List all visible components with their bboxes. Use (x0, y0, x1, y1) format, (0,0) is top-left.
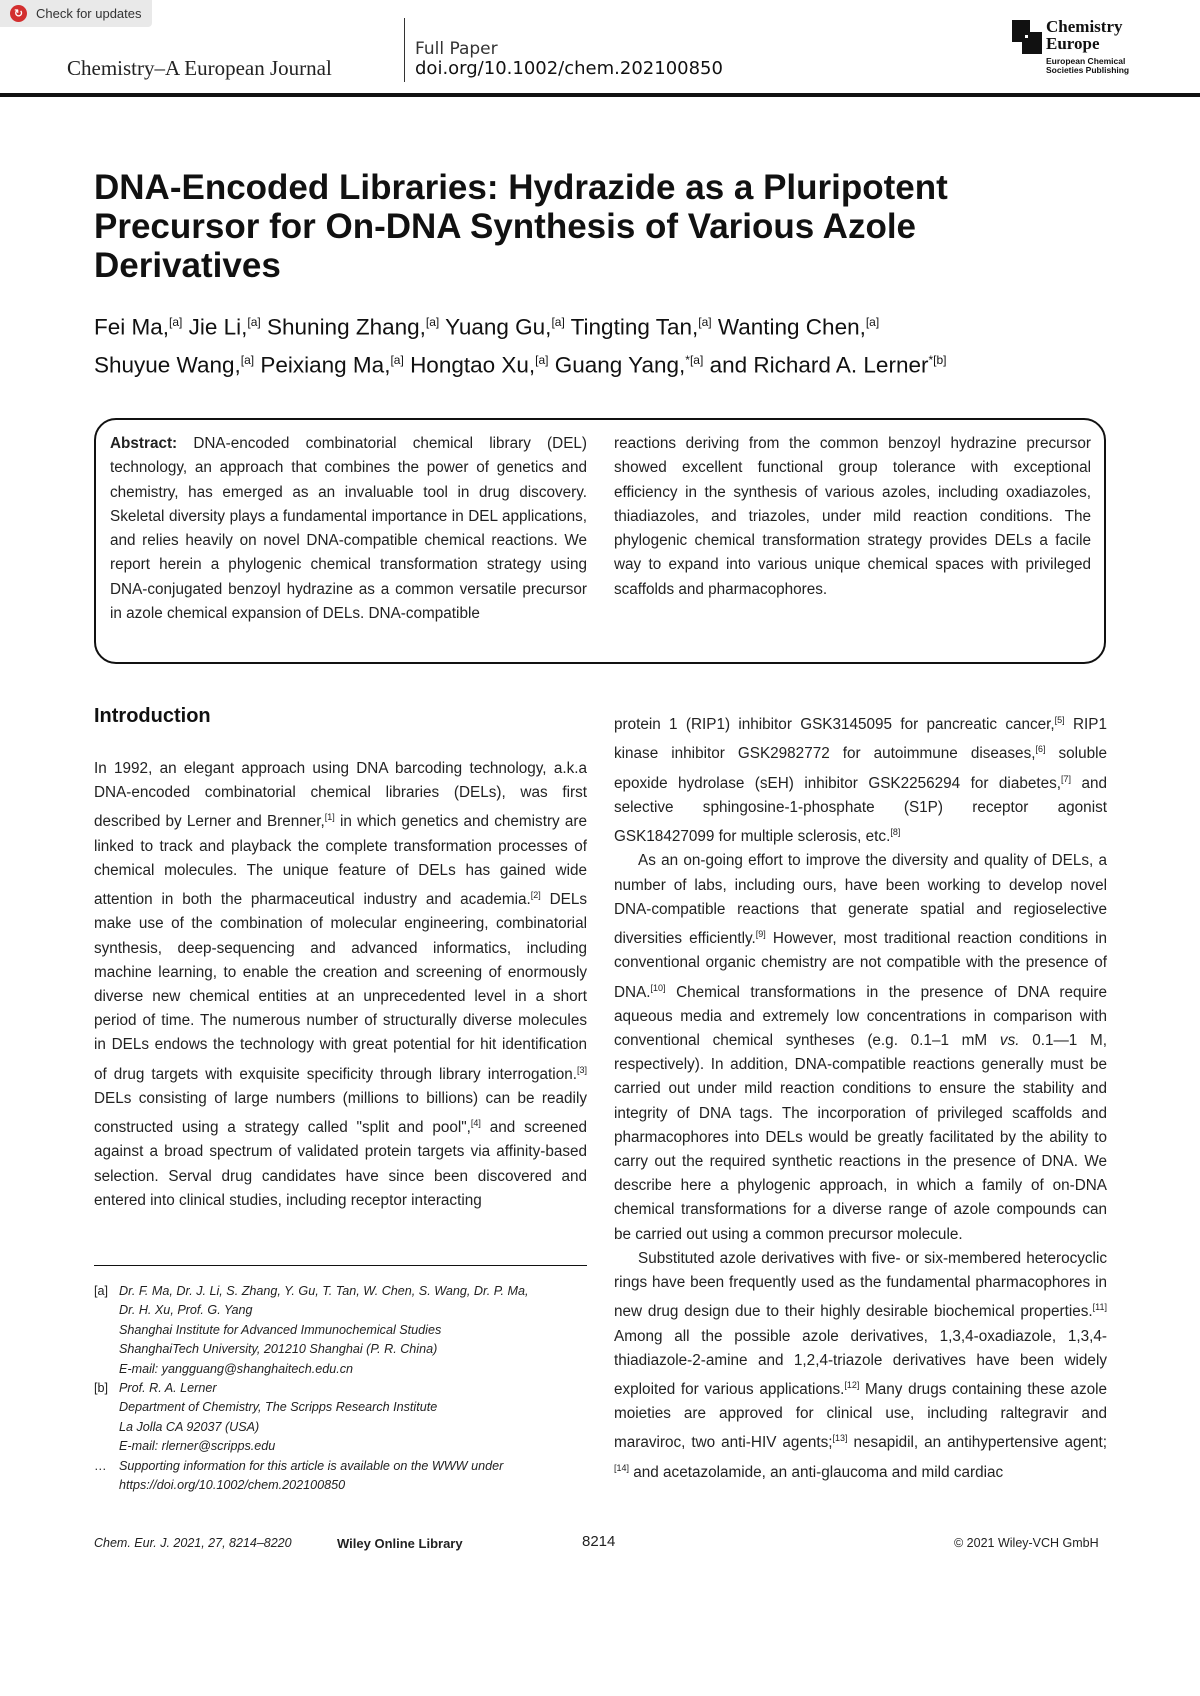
abstract-text-left: DNA-encoded combinatorial chemical library (DEL) technology, an approach that combines the power of genetics and chemistry, has emerged as an invaluable tool in drug discovery. Skeletal diversity plays a fundamental importance in DEL applications, and relies heavily on novel DNA-compatible chemical reactions. We report herein a phylogenic chemical transformation strategy using DNA-conjugated benzoyl hydrazine as a common versatile precursor in azole chemical expansion of DELs. DNA-compatible (110, 435, 588, 623)
author: and Richard A. Lerner (709, 352, 929, 377)
author-affiliation: [a] (169, 315, 183, 329)
author: Fei Ma, (94, 314, 170, 340)
citation-ref[interactable]: [6] (1035, 744, 1046, 755)
author: Peixiang Ma, (260, 352, 391, 377)
affiliation-label: [a] (94, 1284, 109, 1298)
page-number: 8214 (582, 1533, 616, 1550)
citation-ref[interactable]: [11] (1092, 1302, 1107, 1313)
author-affiliation: [a] (425, 315, 440, 329)
author-affiliation: [a] (247, 315, 261, 329)
author: Hongtao Xu, (410, 352, 536, 377)
author-list (94, 306, 1114, 381)
doi-link[interactable]: doi.org/10.1002/chem.202100850 (415, 58, 723, 79)
author: Yuang Gu, (445, 314, 552, 340)
abstract-left-column (110, 432, 587, 626)
footnote-rule (94, 1265, 587, 1266)
citation-ref[interactable]: [10] (650, 982, 666, 993)
author-affiliation: [a] (535, 352, 549, 367)
section-heading-introduction: Introduction (94, 705, 211, 727)
citation-ref[interactable]: [8] (890, 827, 901, 838)
header-divider (404, 18, 405, 82)
citation-ref[interactable]: [12] (844, 1379, 860, 1390)
footer-library-link[interactable]: Wiley Online Library (337, 1536, 463, 1551)
article-title: DNA-Encoded Libraries: Hydrazide as a Pluripotent Precursor for On-DNA Synthesis of Various Azole Derivatives (94, 168, 948, 285)
author-affiliation: [a] (551, 315, 565, 329)
paper-type: Full Paper (415, 39, 498, 59)
paragraph: Substituted azole derivatives with five- or six-membered heterocyclic rings have been frequently used as the fundamental pharmacophores in new drug design due to their highly desirable biochemical properties.[11] Among all the possible azole derivatives, 1,3,4-oxadiazole, 1,3,4-thiadiazole-2-amine and 1,2,4-triazole derivatives have been widely exploited for various applications.[12] Many drugs containing these azole moieties are approved for clinical use, including raltegravir and maraviroc, two anti-HIV agents;[13] nesapidil, an antihypertensive agent;[14] and acetazolamide, an anti-glaucoma and mild cardiac (614, 1249, 1108, 1481)
email-link[interactable]: E-mail: rlerner@scripps.edu (119, 1439, 276, 1454)
supporting-info-note: … Supporting information for this article is available on the WWW under https://doi.org/10.1002/chem.202100850 (94, 1458, 504, 1493)
email-link[interactable]: E-mail: yangguang@shanghaitech.edu.cn (119, 1361, 354, 1376)
supporting-info-icon: … (94, 1458, 107, 1473)
publisher-logo (1012, 18, 1137, 80)
citation-ref[interactable]: [7] (1061, 773, 1072, 784)
update-icon: ↻ (10, 5, 27, 22)
affiliation-a: [a] Dr. F. Ma, Dr. J. Li, S. Zhang, Y. Gu, T. Tan, W. Chen, S. Wang, Dr. P. Ma, Dr. H. Xu, Prof. G. Yang Shanghai Institute for Advanced Immunochemical Studies ShanghaiTech University, 201210 Shanghai (P. R. China) E-mail: yangguang@shanghaitech.edu.cn (94, 1284, 529, 1376)
affiliation-b: [b] Prof. R. A. Lerner Department of Chemistry, The Scripps Research Institute La Jolla CA 92037 (USA) E-mail: rlerner@scripps.edu (94, 1381, 438, 1454)
supporting-info-link[interactable]: https://doi.org/10.1002/chem.202100850 (119, 1478, 346, 1493)
citation-ref[interactable]: [13] (832, 1433, 848, 1444)
header-rule (0, 93, 1200, 97)
abstract-right-column: reactions deriving from the common benzoyl hydrazine precursor showed excellent functional group tolerance with exceptional efficiency in the synthesis of various azoles, including oxadiazoles, thiadiazoles, and triazoles, under mild reaction conditions. The phylogenic chemical transformation strategy provides DELs a facile way to expand into various unique chemical spaces with privileged scaffolds and pharmacophores. (614, 435, 1091, 598)
body-right-column (614, 708, 1107, 1485)
footer-citation: Chem. Eur. J. 2021, 27, 8214–8220 (94, 1536, 292, 1550)
check-for-updates-badge[interactable] (0, 0, 152, 27)
citation-ref[interactable]: [5] (1054, 715, 1065, 725)
paragraph: As an on-going effort to improve the diversity and quality of DELs, a number of labs, including ours, have been working to develop novel DNA-compatible reactions that generate spatial and regioselective diversities efficiently.[9] However, most traditional reaction conditions in conventional organic chemistry are not compatible with the presence of DNA.[10] Chemical transformations in the presence of DNA require aqueous media and extremely low concentrations in comparison with conventional chemical syntheses (e.g. 0.1–1 mM vs. 0.1—1 M, respectively). In addition, DNA-compatible reactions generally must be carried out under mild reaction conditions to ensure the stability and integrity of DNA tags. The incorporation of privileged scaffolds and pharmacophores into DELs would be greatly facilitated by the ability to carry out the required synthetic reactions in the presence of DNA. We describe here a phylogenic approach, in which a family of on-DNA chemical transformations for a diverse range of azole compounds can be carried out using a common precursor molecule. (614, 852, 1108, 1243)
author-affiliation: [a] (390, 352, 404, 367)
citation-ref[interactable]: [1] (324, 812, 335, 823)
paragraph: In 1992, an elegant approach using DNA barcoding technology, a.k.a DNA-encoded combinatorial chemical libraries (DELs), was first described by Lerner and Brenner,[1] in which genetics and chemistry are linked to track and playback the complete transformation processes of chemical molecules. The unique feature of DELs has gained wide attention in both the pharmaceutical industry and academia.[2] DELs make use of the combination of molecular engineering, combinatorial synthesis, deep-sequencing and advanced informatics, including machine learning, to enable the creation and screening of enormously diverse new chemical entities at an unprecedented level in a short period of time. The numerous number of structurally diverse molecules in DELs endows the technology with great potential for hit identification of drug targets with exquisite specificity through library interrogation.[3] DELs consisting of large numbers (millions to billions) can be readily constructed using a strategy called "split and pool",[4] and screened against a broad spectrum of validated protein targets via affinity-based selection. Serval drug candidates have since been discovered and entered into clinical studies, including receptor interacting (94, 760, 587, 1209)
body-left-column (94, 757, 587, 1213)
citation-ref[interactable]: [3] (576, 1064, 587, 1075)
author-affiliation: *[b] (928, 352, 947, 367)
logo-sub-1: European Chemical (1046, 56, 1126, 66)
author-affiliation: *[a] (685, 352, 704, 367)
citation-ref[interactable]: [2] (530, 890, 541, 901)
author: Shuyue Wang, (94, 352, 241, 377)
citation-ref[interactable]: [14] (614, 1462, 630, 1473)
chemistry-europe-logo-icon (1012, 20, 1042, 54)
author: Guang Yang, (554, 352, 686, 377)
abstract-label: Abstract: (110, 435, 178, 452)
author-affiliation: [a] (240, 352, 255, 367)
author: Tingting Tan, (570, 314, 699, 340)
affiliation-footnotes (94, 1282, 594, 1495)
citation-ref[interactable]: [4] (470, 1118, 481, 1129)
badge-label: Check for updates (36, 6, 142, 21)
author: Jie Li, (188, 314, 248, 340)
journal-name: Chemistry–A European Journal (67, 56, 332, 80)
logo-line-1: Chemistry (1046, 17, 1123, 36)
citation-ref[interactable]: [9] (755, 929, 766, 939)
author-affiliation: [a] (698, 315, 712, 329)
logo-line-2: Europe (1046, 34, 1100, 53)
affiliation-label: [b] (94, 1381, 109, 1396)
footer-copyright: © 2021 Wiley-VCH GmbH (954, 1536, 1099, 1550)
logo-sub-2: Societies Publishing (1046, 65, 1130, 75)
author: Wanting Chen, (717, 314, 866, 340)
author-affiliation: [a] (865, 315, 880, 329)
author: Shuning Zhang, (267, 314, 426, 340)
paragraph: protein 1 (RIP1) inhibitor GSK3145095 for pancreatic cancer,[5] RIP1 kinase inhibitor GSK2982772 for autoimmune diseases,[6] soluble epoxide hydrolase (sEH) inhibitor GSK2256294 for diabetes,[7] and selective sphingosine-1-phosphate (S1P) receptor agonist GSK18427099 for multiple sclerosis, etc.[8] (614, 715, 1107, 846)
